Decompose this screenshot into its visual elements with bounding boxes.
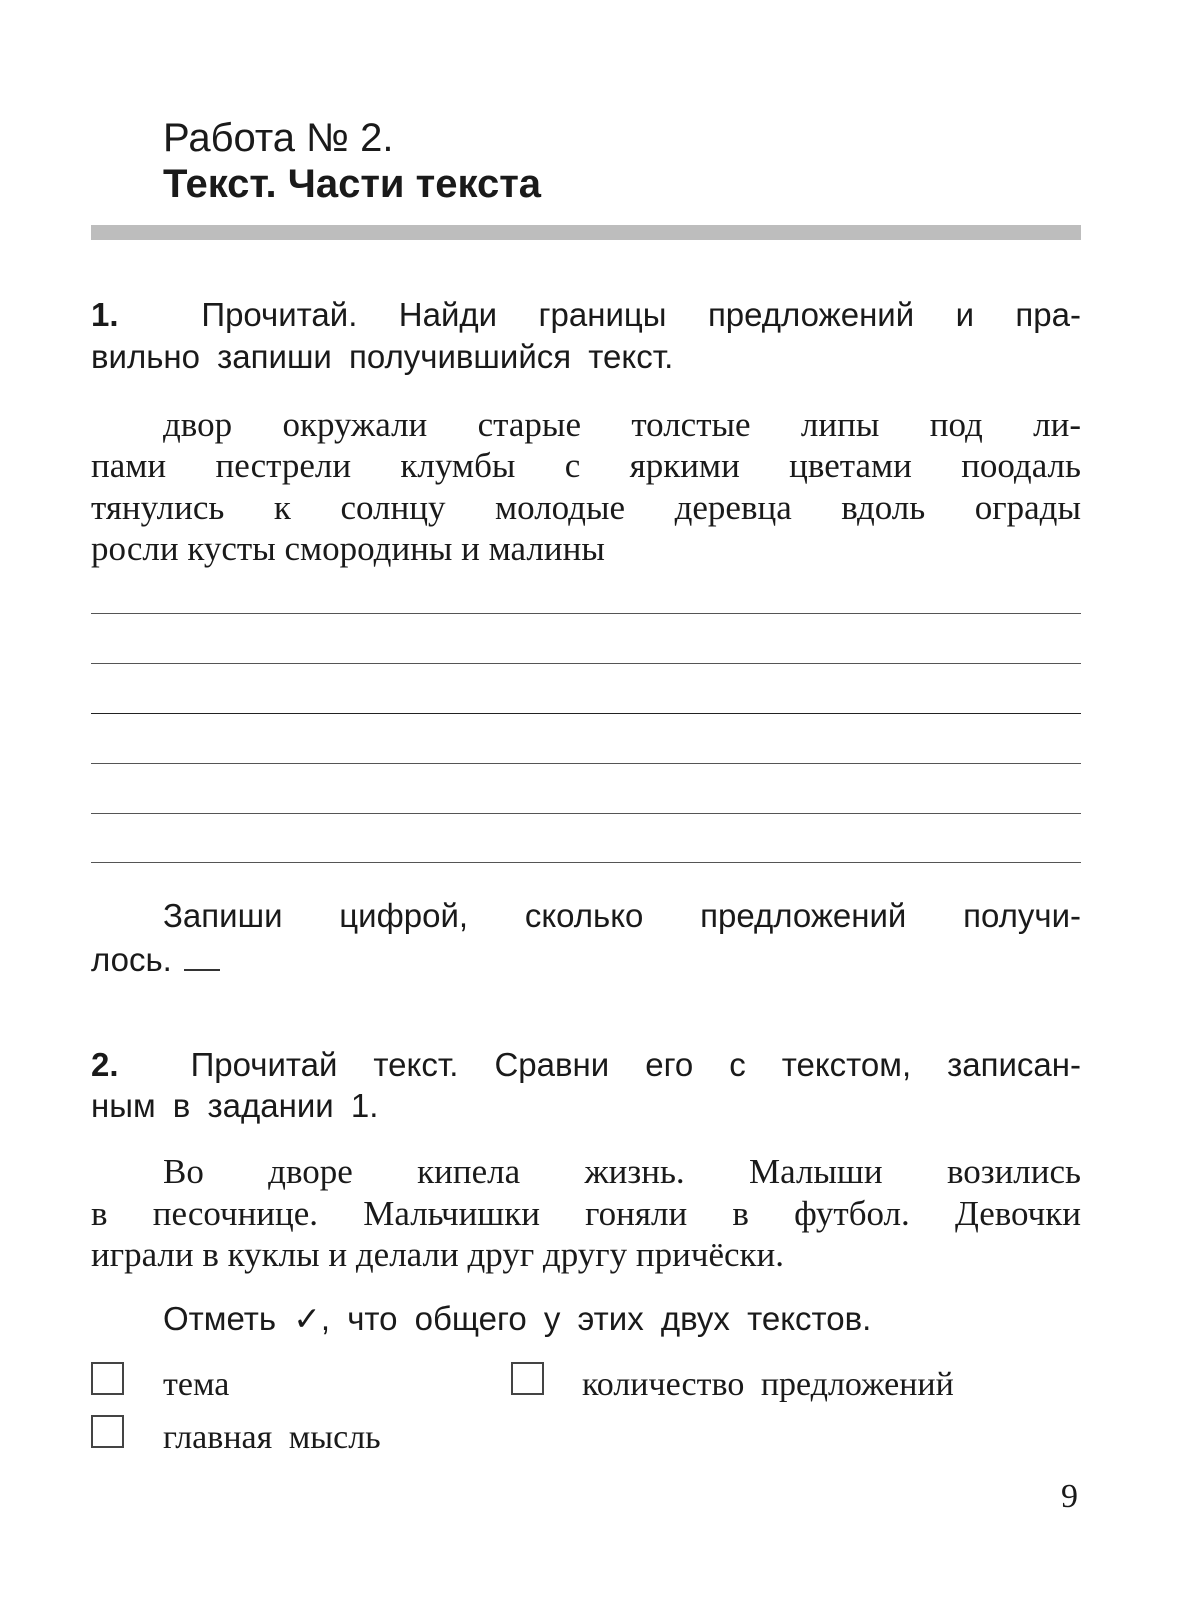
option-label: главная мысль xyxy=(163,1419,381,1456)
writing-line[interactable] xyxy=(91,862,1081,863)
writing-line[interactable] xyxy=(91,763,1081,764)
page-number: 9 xyxy=(1061,1478,1078,1515)
mark-prompt: Отметь ✓, что общего у этих двух текстов. xyxy=(163,1300,872,1337)
task2-passage-line: играли в куклы и делали друг другу причёски. xyxy=(91,1235,784,1274)
task1-number: 1. xyxy=(91,296,119,333)
option-label: количество предложений xyxy=(582,1366,954,1403)
option-checkbox-sentence-count[interactable] xyxy=(511,1362,544,1395)
count-question-line: лось. xyxy=(91,943,1081,976)
writing-line[interactable] xyxy=(91,613,1081,614)
title-divider xyxy=(91,225,1081,240)
writing-line[interactable] xyxy=(91,713,1081,714)
task2-number: 2. xyxy=(91,1046,119,1083)
writing-line[interactable] xyxy=(91,813,1081,814)
answer-blank[interactable] xyxy=(184,969,220,971)
task2-instruction-line: ным в задании 1. xyxy=(91,1087,379,1124)
task1-passage-line: пами пестрели клумбы с яркими цветами поодаль xyxy=(91,446,1081,485)
option-checkbox-main-idea[interactable] xyxy=(91,1415,124,1448)
task2-instruction-line: 2. Прочитай текст. Сравни его с текстом, записан- xyxy=(91,1046,1081,1083)
task2-passage-line: Во дворе кипела жизнь. Малыши возились xyxy=(163,1152,1081,1191)
task1-passage-line: двор окружали старые толстые липы под ли- xyxy=(163,405,1081,444)
task1-passage-line: тянулись к солнцу молодые деревца вдоль ограды xyxy=(91,488,1081,527)
option-checkbox-tema[interactable] xyxy=(91,1362,124,1395)
count-question-line: Запиши цифрой, сколько предложений получи- xyxy=(163,897,1081,934)
work-label: Работа № 2. xyxy=(163,116,394,160)
task1-passage-line: росли кусты смородины и малины xyxy=(91,529,605,568)
page-title: Текст. Части текста xyxy=(163,162,542,206)
option-label: тема xyxy=(163,1366,230,1403)
writing-line[interactable] xyxy=(91,663,1081,664)
task1-instruction-line: 1. Прочитай. Найди границы предложений и пра- xyxy=(91,296,1081,333)
task1-instruction-line: вильно запиши получившийся текст. xyxy=(91,338,674,375)
task2-passage-line: в песочнице. Мальчишки гоняли в футбол. Девочки xyxy=(91,1194,1081,1233)
